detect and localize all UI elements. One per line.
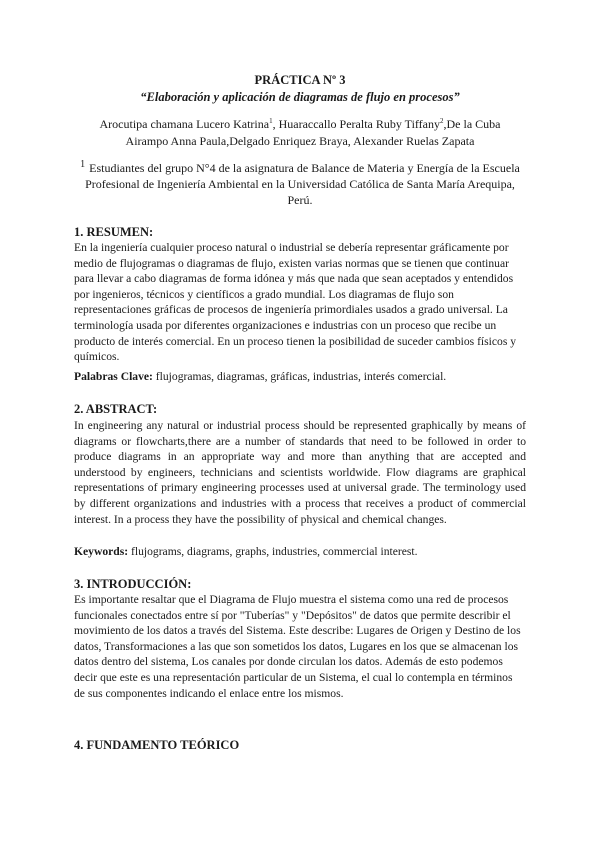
section-heading-introduccion: 3. INTRODUCCIÓN: [74,577,192,591]
section-heading-resumen: 1. RESUMEN: [74,225,154,239]
section-heading-abstract: 2. ABSTRACT: [74,402,158,416]
section-body-abstract: In engineering any natural or industrial process should be represented graphically by means of diagrams or flowcharts,there are a number of standards that need to be followed in order to produce diagrams in an appropriate way and more than anything that are accepted and understood by engineers, technicians and scientists worldwide. Flow diagrams are graphical representations of primary engineering processes used at universal grade. The terminology used by different organizations and industries with a process that receives a product of commercial interest. In a process they have the possibility of physical and chemical changes. [74,419,526,526]
section-heading-fundamento: 4. FUNDAMENTO TEÓRICO [74,738,240,752]
affiliation-note [74,160,526,208]
paper-title: “Elaboración y aplicación de diagramas de flujo en procesos” [140,90,460,104]
section-body-introduccion: Es importante resaltar que el Diagrama de Flujo muestra el sistema como una red de procesos funcionales conectados entre sí por "Tuberías" y "Depósitos" de datos que permite describir el movimiento de los datos a través del Sistema. Este describe: Lugares de Origen y Destino de los datos, Transformaciones a las que son sometidos los datos, Lugares en los que se almacenan los datos dentro del sistema, Los canales por donde circulan los datos. Además de esto podemos decir que este es una representación particular de un Sistema, el cual lo contempla en términos de sus componentes indicando el enlace entre los mismos. [74,593,521,700]
keywords-label: Palabras Clave: [74,370,153,383]
author-list [70,116,530,150]
keywords-abstract [74,545,526,558]
keywords-list: flujograms, diagrams, graphs, industries, commercial interest. [128,545,418,558]
practice-label: PRÁCTICA Nº 3 [254,73,346,87]
author-superscript: 1 [269,117,273,125]
keywords-resumen [74,370,526,383]
author-text: ,De la Cuba [443,117,501,131]
keywords-label: Keywords: [74,545,129,558]
affiliation-text: Estudiantes del grupo N°4 de la asignatura de Balance de Materia y Energía de la Escuela Profesional de Ingeniería Ambiental en la Universidad Católica de Santa María Arequipa, Perú. [85,161,520,207]
affiliation-marker: 1 [80,159,86,170]
author-text: , Huaraccallo Peralta Ruby Tiffany [272,117,441,131]
keywords-list: flujogramas, diagramas, gráficas, industrias, interés comercial. [152,370,447,383]
author-text: Airampo Anna Paula,Delgado Enriquez Braya, Alexander Ruelas Zapata [125,134,475,148]
section-body-resumen: En la ingeniería cualquier proceso natural o industrial se debería representar gráficamente por medio de flujogramas o diagramas de flujo, existen varias normas que se tienen que continuar para llevar a cabo diagramas de forma idónea y más que nada que sean aceptados y entendidos por ingenieros, técnicos y científicos a grado mundial. Los diagramas de flujo son representaciones gráficas de procesos de ingeniería primordiales usados a grado universal. La terminología usada por diferentes organizaciones e industrias con un proceso que recibe un producto de interés comercial. En un proceso tienen la posibilidad de suceder cambios físicos y químicos. [74,241,517,364]
author-superscript: 2 [440,117,444,125]
author-text: Arocutipa chamana Lucero Katrina [99,117,270,131]
